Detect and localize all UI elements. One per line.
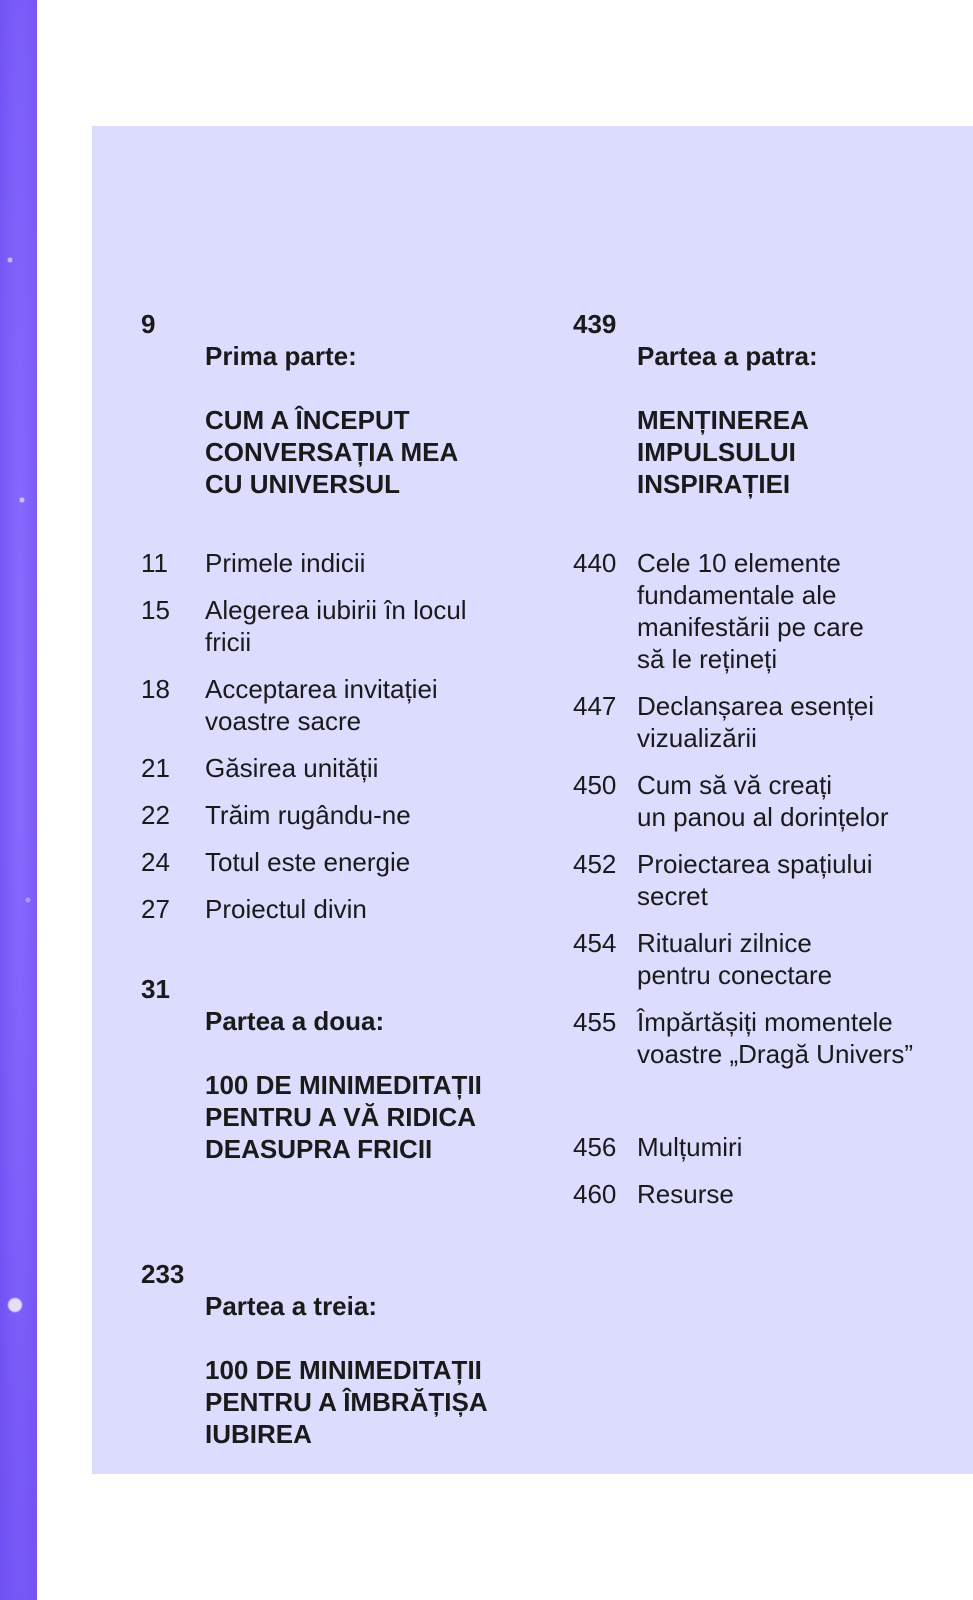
- toc-part-2[interactable]: [141, 973, 561, 1197]
- toc-part-1[interactable]: [141, 308, 561, 532]
- page-number: 11: [141, 548, 168, 578]
- toc-item[interactable]: [573, 927, 973, 991]
- chapter-title: Găsirea unității: [205, 753, 379, 783]
- chapter-title: Proiectarea spațiului secret: [637, 849, 873, 911]
- chapter-title: Acceptarea invitației voastre sacre: [205, 674, 438, 736]
- part-title: 100 DE MINIMEDITAȚII PENTRU A ÎMBRĂȚIȘA IUBIREA: [205, 1355, 488, 1449]
- toc-item[interactable]: [141, 594, 561, 658]
- spacer: [141, 940, 561, 973]
- chapter-title: Primele indicii: [205, 548, 366, 578]
- toc-right-column: [573, 308, 973, 1225]
- part-heading: [205, 1258, 561, 1482]
- toc-part-4[interactable]: [573, 308, 973, 532]
- chapter-title: Ritualuri zilnice pentru conectare: [637, 928, 833, 990]
- toc-item[interactable]: [141, 846, 561, 878]
- chapter-title: Trăim rugându-ne: [205, 800, 411, 830]
- chapter-title: Împărtășiți momentele voastre „Dragă Univers”: [637, 1007, 913, 1069]
- part-title: CUM A ÎNCEPUT CONVERSAȚIA MEA CU UNIVERSUL: [205, 405, 459, 499]
- page-number: 460: [573, 1179, 617, 1209]
- page-number: 21: [141, 753, 170, 783]
- part-label: Prima parte:: [205, 341, 357, 371]
- toc-item[interactable]: [141, 752, 561, 784]
- page-number: 447: [573, 691, 617, 721]
- toc-item[interactable]: [141, 673, 561, 737]
- chapter-title: Cele 10 elemente fundamentale ale manifestării pe care să le rețineți: [637, 548, 864, 674]
- toc-item[interactable]: [573, 1178, 973, 1210]
- page-number: 31: [141, 974, 170, 1004]
- chapter-title: Declanșarea esenței vizualizării: [637, 691, 875, 753]
- page-number: 454: [573, 928, 617, 958]
- chapter-title: Alegerea iubirii în locul fricii: [205, 595, 467, 657]
- part-label: Partea a doua:: [205, 1006, 385, 1036]
- chapter-title: Mulțumiri: [637, 1132, 743, 1162]
- part-heading: [637, 308, 973, 532]
- toc-item[interactable]: [573, 1131, 973, 1163]
- part-title: 100 DE MINIMEDITAȚII PENTRU A VĂ RIDICA DEASUPRA FRICII: [205, 1070, 482, 1164]
- chapter-title: Proiectul divin: [205, 894, 367, 924]
- toc-item[interactable]: [573, 690, 973, 754]
- toc-item[interactable]: [573, 547, 973, 675]
- toc-item[interactable]: [573, 848, 973, 912]
- part-label: Partea a treia:: [205, 1291, 377, 1321]
- chapter-title: Totul este energie: [205, 847, 411, 877]
- page-number: 456: [573, 1132, 617, 1162]
- page-number: 15: [141, 595, 170, 625]
- page-number: 9: [141, 309, 156, 339]
- part-heading: [205, 308, 561, 532]
- chapter-title: Cum să vă creați un panou al dorințelor: [637, 770, 889, 832]
- toc-item[interactable]: [141, 799, 561, 831]
- part-label: Partea a patra:: [637, 341, 818, 371]
- page-number: 455: [573, 1007, 617, 1037]
- spacer: [141, 1212, 561, 1258]
- toc-item[interactable]: [573, 1006, 973, 1070]
- part-title: MENȚINEREA IMPULSULUI INSPIRAȚIEI: [637, 405, 809, 499]
- spine-decoration: [0, 0, 37, 1600]
- page-number: 440: [573, 548, 617, 578]
- spacer: [573, 1085, 973, 1131]
- page-number: 22: [141, 800, 170, 830]
- part-heading: [205, 973, 561, 1197]
- chapter-title: Resurse: [637, 1179, 734, 1209]
- page-number: 233: [141, 1259, 185, 1289]
- toc-part-3[interactable]: [141, 1258, 561, 1482]
- page-number: 24: [141, 847, 170, 877]
- page-number: 18: [141, 674, 170, 704]
- page-number: 450: [573, 770, 617, 800]
- toc-item[interactable]: [141, 547, 561, 579]
- page-number: 27: [141, 894, 170, 924]
- page-number: 452: [573, 849, 617, 879]
- page-number: 439: [573, 309, 617, 339]
- toc-left-column: [141, 308, 561, 1497]
- toc-item[interactable]: [141, 893, 561, 925]
- toc-item[interactable]: [573, 769, 973, 833]
